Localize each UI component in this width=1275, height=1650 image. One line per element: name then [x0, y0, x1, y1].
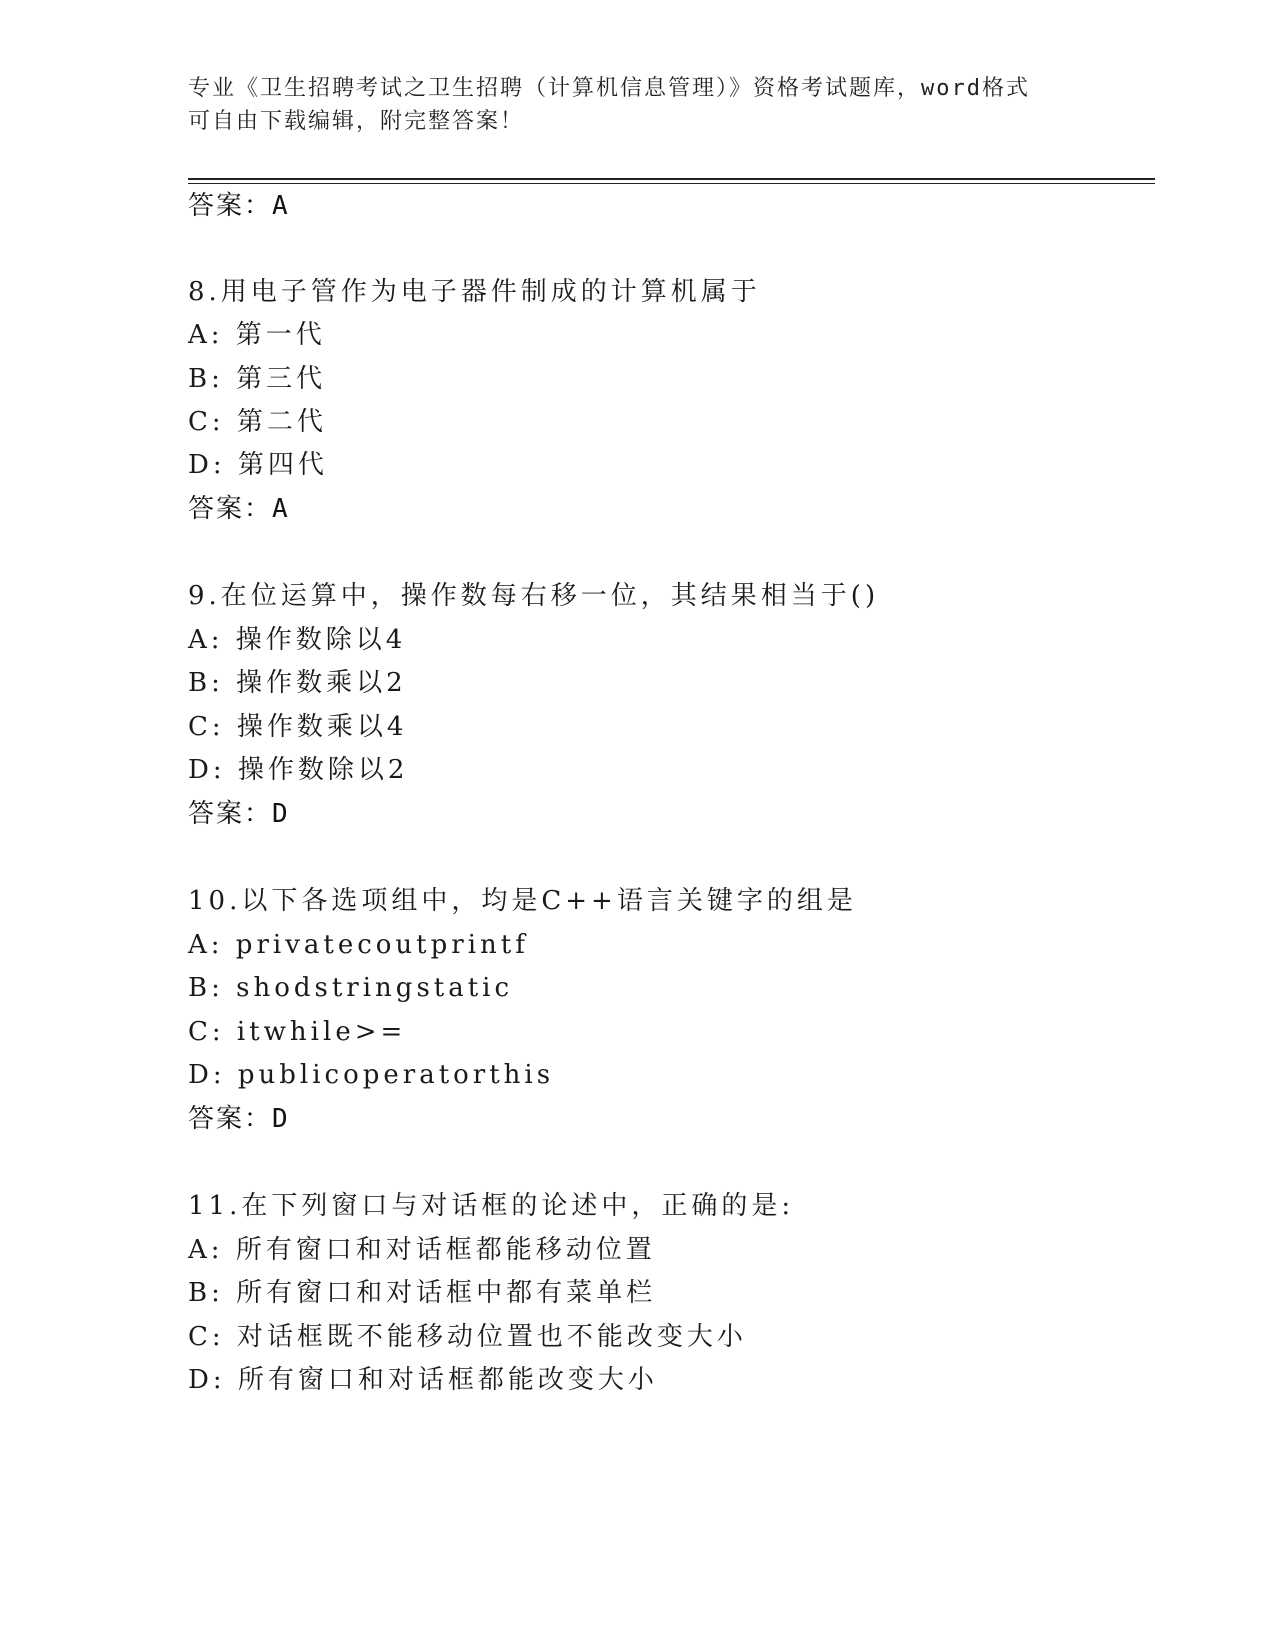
question-11-stem: 11.在下列窗口与对话框的论述中，正确的是: — [188, 1191, 795, 1221]
question-10-stem: 10.以下各选项组中，均是C++语言关键字的组是 — [188, 886, 857, 916]
question-11-option-b: B: 所有窗口和对话框中都有菜单栏 — [188, 1278, 657, 1308]
question-9-option-b: B: 操作数乘以2 — [188, 668, 407, 698]
question-11-option-a: A: 所有窗口和对话框都能移动位置 — [188, 1235, 656, 1265]
question-9-stem: 9.在位运算中，操作数每右移一位，其结果相当于() — [188, 581, 880, 611]
question-11-option-d: D: 所有窗口和对话框都能改变大小 — [188, 1365, 658, 1395]
answer-previous: 答案：A — [188, 191, 290, 221]
question-10-option-a: A: privatecoutprintf — [188, 930, 529, 960]
question-10-option-c: C: itwhile>= — [188, 1017, 407, 1047]
question-8-option-c: C: 第二代 — [188, 407, 327, 437]
question-10-option-d: D: publicoperatorthis — [188, 1060, 555, 1090]
question-11-option-c: C: 对话框既不能移动位置也不能改变大小 — [188, 1322, 747, 1352]
question-8-option-d: D: 第四代 — [188, 450, 328, 480]
header-divider-thin — [188, 183, 1155, 184]
question-10-answer: 答案：D — [188, 1104, 290, 1134]
header-line-1: 专业《卫生招聘考试之卫生招聘（计算机信息管理）》资格考试题库，word格式 — [188, 76, 1030, 101]
question-9-option-d: D: 操作数除以2 — [188, 755, 409, 785]
question-8-option-b: B: 第三代 — [188, 364, 327, 394]
header-line-2: 可自由下载编辑，附完整答案！ — [188, 109, 525, 134]
header-divider — [188, 178, 1155, 180]
document-header — [188, 72, 1088, 138]
question-8-stem: 8.用电子管作为电子器件制成的计算机属于 — [188, 277, 761, 307]
question-10-option-b: B: shodstringstatic — [188, 973, 514, 1003]
question-9-answer: 答案：D — [188, 799, 290, 829]
question-9-option-a: A: 操作数除以4 — [188, 625, 407, 655]
question-9-option-c: C: 操作数乘以4 — [188, 712, 408, 742]
question-8-answer: 答案：A — [188, 494, 290, 524]
question-8-option-a: A: 第一代 — [188, 320, 326, 350]
